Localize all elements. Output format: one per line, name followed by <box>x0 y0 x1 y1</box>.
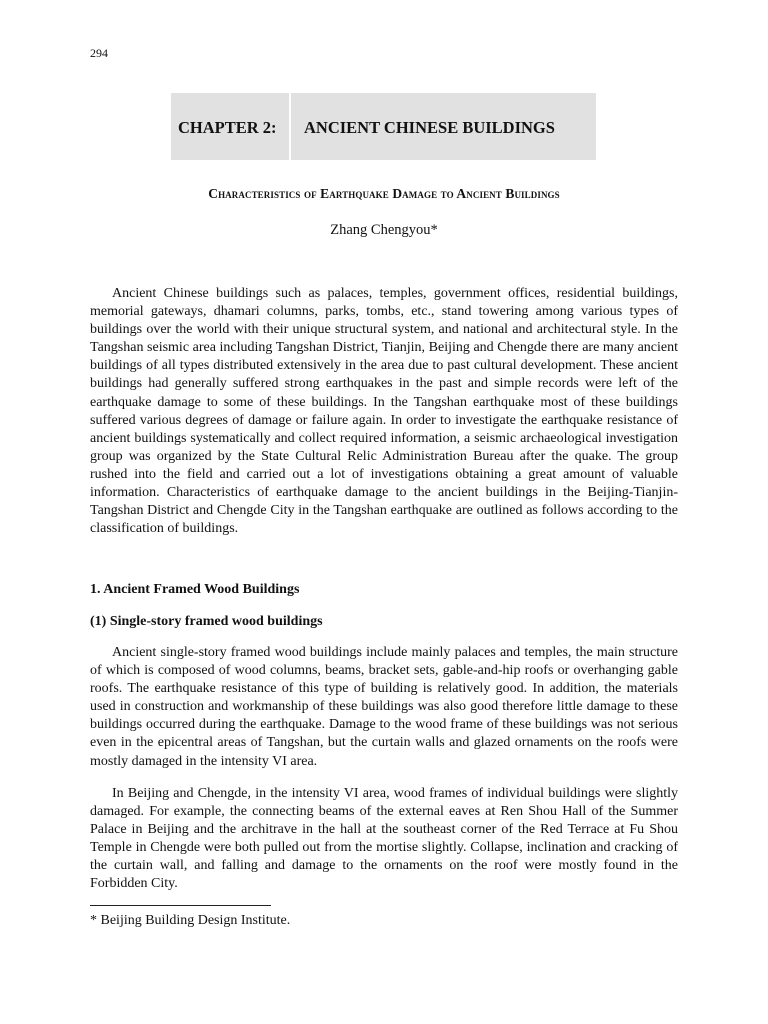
chapter-title: ANCIENT CHINESE BUILDINGS <box>304 118 555 137</box>
body-paragraph-1: Ancient single-story framed wood buildings include mainly palaces and temples, the main structure of which is composed of wood columns, beams, bracket sets, gable-and-hip roofs or overhanging gable roofs. The earthquake resistance of this type of building is relatively good. In addition, the materials used in construction and workmanship of these buildings was also good therefore little damage to these buildings occurred during the earthquake. Damage to the wood frame of these buildings was not serious even in the epicentral areas of Tangshan, but the curtain walls and glazed ornaments on the roofs were mostly damaged in the intensity VI area. <box>90 645 678 769</box>
subsection-heading: (1) Single-story framed wood buildings <box>90 614 323 629</box>
article-title: Characteristics of Earthquake Damage to Ancient Buildings <box>208 186 560 201</box>
chapter-header-box <box>171 93 596 160</box>
page-number: 294 <box>90 46 108 60</box>
body-paragraph-2: In Beijing and Chengde, in the intensity VI area, wood frames of individual buildings were slightly damaged. For example, the connecting beams of the external eaves at Ren Shou Hall of the Summer Palace in Beijing and the architrave in the hall at the southeast corner of the Red Terrace at Fu Shou Temple in Chengde were both pulled out from the mortise slightly. Collapse, inclination and cracking of the curtain wall, and falling and damage to the ornaments on the roof were mostly found in the Forbidden City. <box>90 786 678 892</box>
footnote: * Beijing Building Design Institute. <box>90 913 291 928</box>
footnote-rule <box>90 905 271 906</box>
chapter-divider <box>289 93 291 160</box>
chapter-number: CHAPTER 2: <box>178 118 277 137</box>
intro-paragraph: Ancient Chinese buildings such as palaces, temples, government offices, residential buildings, memorial gateways, dhamari columns, parks, tombs, etc., stand towering among various types of buildings over the world with their unique structural system, and national and architectural style. In the Tangshan seismic area including Tangshan District, Tianjin, Beijing and Chengde there are many ancient buildings of all types distributed extensively in the area due to past cultural development. These ancient buildings had generally suffered strong earthquakes in the past and simple records were left of the earthquake damage to some of these buildings. In the Tangshan earthquake most of these buildings suffered various degrees of damage or failure again. In order to investigate the earthquake resistance of ancient buildings systematically and collect required information, a seismic archaeological investigation group was organized by the State Cultural Relic Administration Bureau after the quake. The group rushed into the field and carried out a lot of investigations obtaining a great amount of valuable information. Characteristics of earthquake damage to the ancient buildings in the Beijing-Tianjin-Tangshan District and Chengde City in the Tangshan earthquake are outlined as follows according to the classification of buildings. <box>90 286 678 537</box>
article-author: Zhang Chengyou* <box>330 222 438 238</box>
section-heading: 1. Ancient Framed Wood Buildings <box>90 582 300 597</box>
